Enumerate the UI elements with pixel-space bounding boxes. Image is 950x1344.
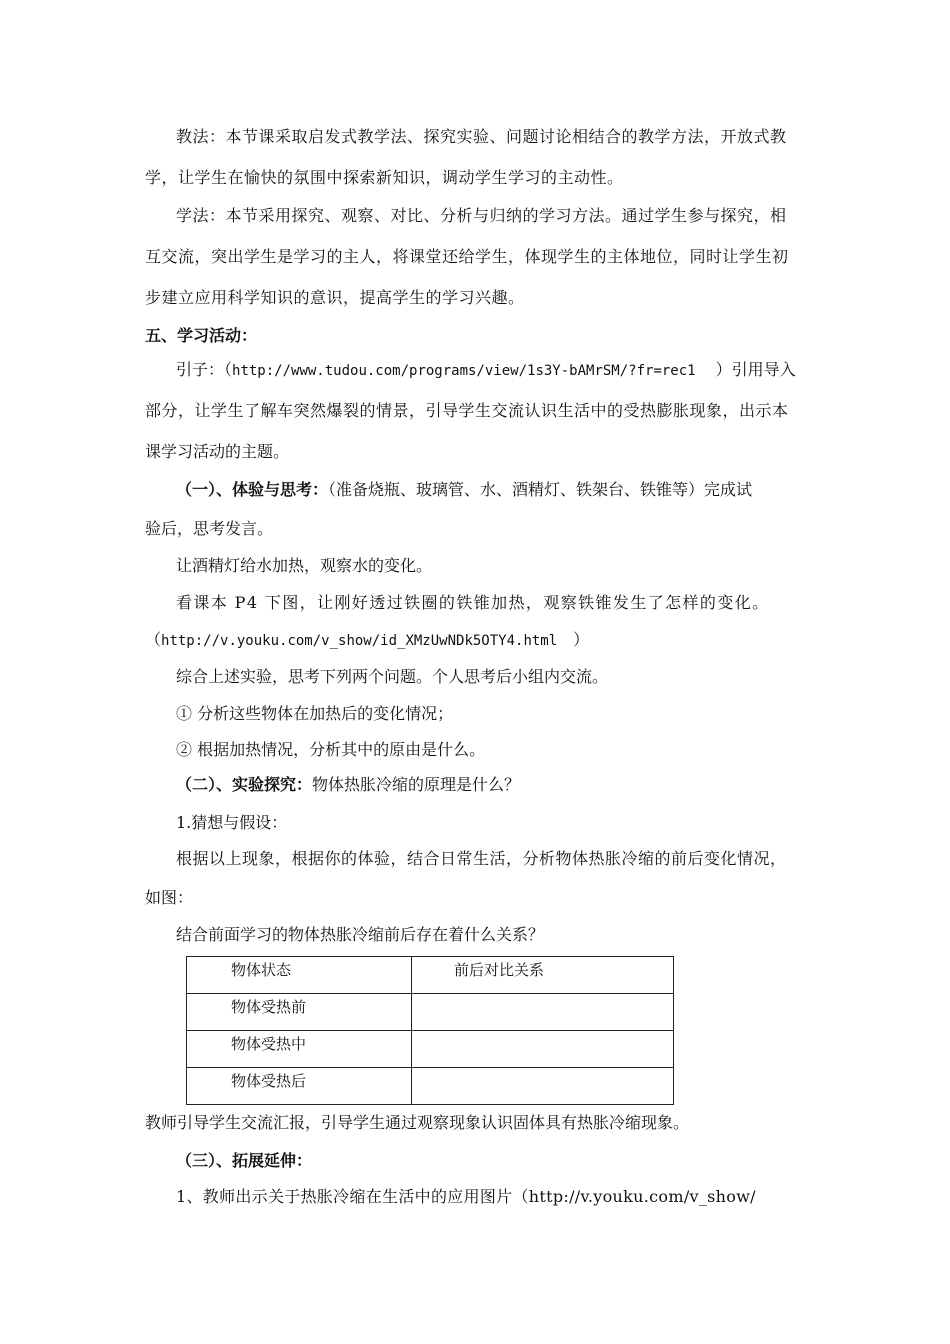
comparison-table (186, 956, 674, 1105)
paragraph-line: 部分，让学生了解车突然爆裂的情景，引导学生交流认识生活中的受热膨胀现象，出示本 (145, 401, 789, 420)
paragraph-line: 教师引导学生交流汇报，引导学生通过观察现象认识固体具有热胀冷缩现象。 (145, 1113, 690, 1132)
section-heading: 五、学习活动： (145, 326, 258, 345)
table-cell: 物体受热前 (187, 994, 412, 1031)
paragraph-learning-method: 学法：本节采用探究、观察、对比、分析与归纳的学习方法。通过学生参与探究，相 (176, 206, 787, 225)
video-line (145, 629, 589, 652)
paragraph-line: 学，让学生在愉快的氛围中探索新知识，调动学生学习的主动性。 (145, 168, 624, 187)
table-cell (412, 1068, 674, 1105)
part2-text: 物体热胀冷缩的原理是什么？ (312, 775, 521, 794)
part1-title: （一）、体验与思考： (176, 480, 329, 499)
subheading: 1.猜想与假设： (176, 813, 288, 832)
table-header-cell: 物体状态 (187, 957, 412, 994)
paragraph-line: 根据以上现象，根据你的体验，结合日常生活，分析物体热胀冷缩的前后变化情况， (176, 849, 787, 868)
paragraph-line: 如图： (145, 888, 194, 907)
intro-line (176, 359, 796, 382)
part1-text: （准备烧瓶、玻璃管、水、酒精灯、铁架台、铁锥等）完成试 (328, 480, 753, 499)
part2-line (176, 774, 520, 796)
intro-prefix: 引子：（ (176, 360, 233, 379)
paragraph-teaching-method: 教法：本节课采取启发式教学法、探究实验、问题讨论相结合的教学方法，开放式教 (176, 127, 787, 146)
intro-suffix: ）引用导入 (715, 360, 796, 379)
paragraph-line: 1、教师出示关于热胀冷缩在生活中的应用图片（http://v.youku.com/v_show/ (176, 1187, 756, 1206)
table-cell (412, 994, 674, 1031)
part2-title: （二）、实验探究： (176, 775, 313, 794)
paragraph-line: 看课本 P4 下图，让刚好透过铁圈的铁锥加热，观察铁锥发生了怎样的变化。 (176, 593, 770, 612)
paragraph-line: 验后，思考发言。 (145, 519, 274, 538)
table-question: 结合前面学习的物体热胀冷缩前后存在着什么关系？ (176, 925, 545, 944)
table-cell (412, 1031, 674, 1068)
part3-title: （三）、拓展延伸： (176, 1151, 313, 1170)
paragraph-line: 步建立应用科学知识的意识，提高学生的学习兴趣。 (145, 288, 525, 307)
paragraph-line: 综合上述实验，思考下列两个问题。个人思考后小组内交流。 (176, 667, 609, 686)
paragraph-line: 课学习活动的主题。 (145, 442, 290, 461)
table-cell: 物体受热中 (187, 1031, 412, 1068)
table-row (187, 1068, 674, 1105)
question-1: ① 分析这些物体在加热后的变化情况； (176, 704, 454, 723)
question-2: ② 根据加热情况，分析其中的原由是什么。 (176, 740, 486, 759)
intro-link[interactable]: http://www.tudou.com/programs/view/1s3Y-bAMrSM/?fr=rec1 (232, 363, 696, 379)
table-cell: 物体受热后 (187, 1068, 412, 1105)
part1-line (176, 479, 752, 501)
table-row (187, 1031, 674, 1068)
video-link[interactable]: http://v.youku.com/v_show/id_XMzUwNDk5OTY4.html (161, 633, 558, 649)
video-suffix: ） (573, 630, 590, 649)
paragraph-line: 互交流，突出学生是学习的主人，将课堂还给学生，体现学生的主体地位，同时让学生初 (145, 247, 789, 266)
paragraph-line: 让酒精灯给水加热，观察水的变化。 (176, 556, 433, 575)
table-header-cell: 前后对比关系 (412, 957, 674, 994)
table-row (187, 994, 674, 1031)
table-header-row (187, 957, 674, 994)
video-prefix: （ (145, 630, 162, 649)
